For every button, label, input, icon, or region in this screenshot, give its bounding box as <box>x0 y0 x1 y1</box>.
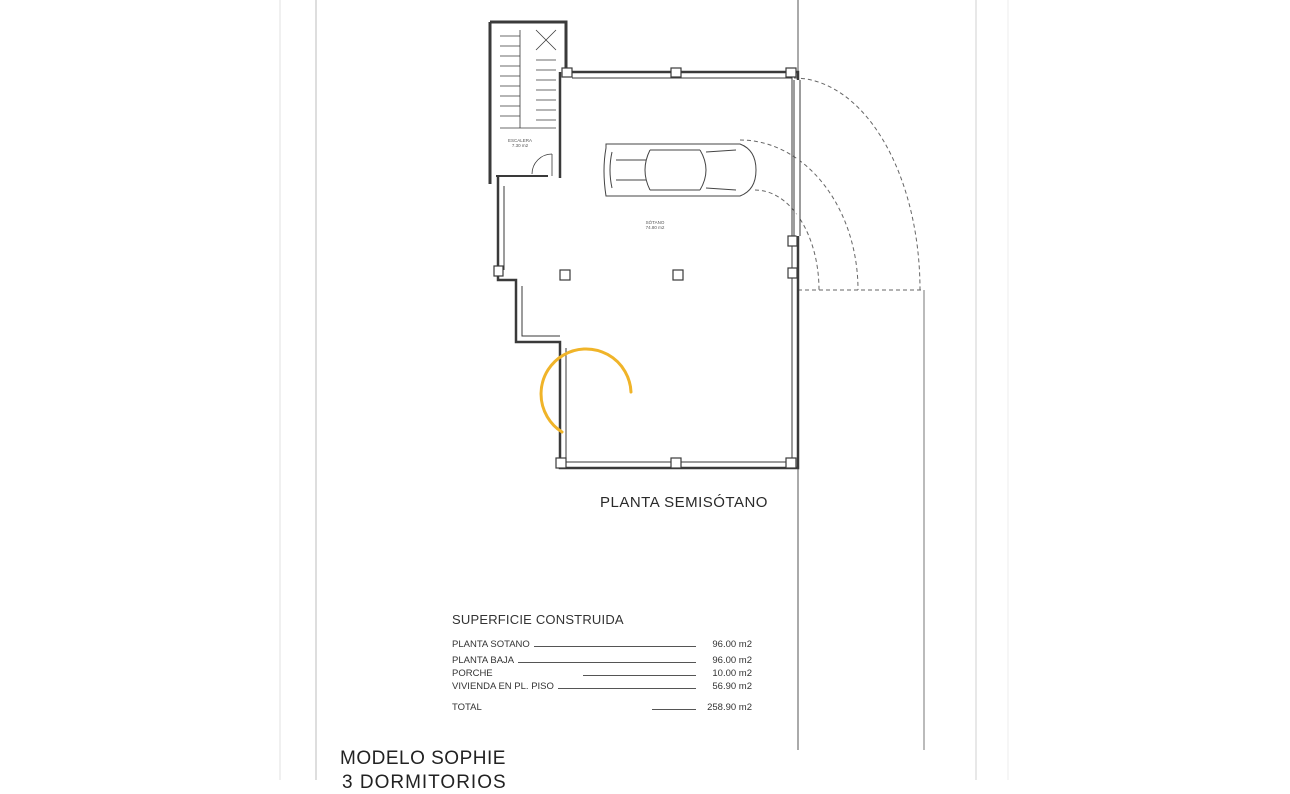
leader-line <box>652 709 696 710</box>
interior-column <box>673 270 683 280</box>
table-row-total <box>452 700 752 713</box>
total-label: TOTAL <box>452 702 482 713</box>
row-label: VIVIENDA EN PL. PISO <box>452 681 554 692</box>
leader-line <box>534 646 696 647</box>
row-value: 96.00 m2 <box>712 639 752 650</box>
row-label: PORCHE <box>452 668 493 679</box>
basement-area: 74.80 m2 <box>645 225 665 230</box>
table-row <box>452 679 752 692</box>
car-icon <box>604 144 756 196</box>
area-table <box>452 612 752 713</box>
staircase <box>490 22 566 184</box>
row-label: PLANTA SOTANO <box>452 639 530 650</box>
row-value: 96.00 m2 <box>712 655 752 666</box>
total-value: 258.90 m2 <box>707 702 752 713</box>
model-name: MODELO SOPHIE <box>340 748 506 769</box>
basement-room-label <box>630 220 680 230</box>
area-table-title: SUPERFICIE CONSTRUIDA <box>452 612 624 627</box>
leader-line <box>583 675 696 676</box>
interior-column <box>560 270 570 280</box>
plan-title: PLANTA SEMISÓTANO <box>600 494 768 511</box>
table-row <box>452 666 752 679</box>
stair-label: ESCALERA <box>507 138 532 143</box>
row-label: PLANTA BAJA <box>452 655 515 666</box>
stair-area: 7.30 m2 <box>511 143 529 148</box>
basement-label: SÓTANO <box>645 220 665 225</box>
model-subtitle: 3 DORMITORIOS <box>342 772 507 793</box>
row-value: 10.00 m2 <box>712 668 752 679</box>
table-row <box>452 653 752 666</box>
ramp-dashed-arcs <box>740 78 924 290</box>
leader-line <box>518 662 696 663</box>
loading-spinner-icon <box>541 349 631 432</box>
leader-line <box>558 688 696 689</box>
stair-room-label <box>502 138 538 148</box>
table-row <box>452 637 752 650</box>
row-value: 56.90 m2 <box>712 681 752 692</box>
